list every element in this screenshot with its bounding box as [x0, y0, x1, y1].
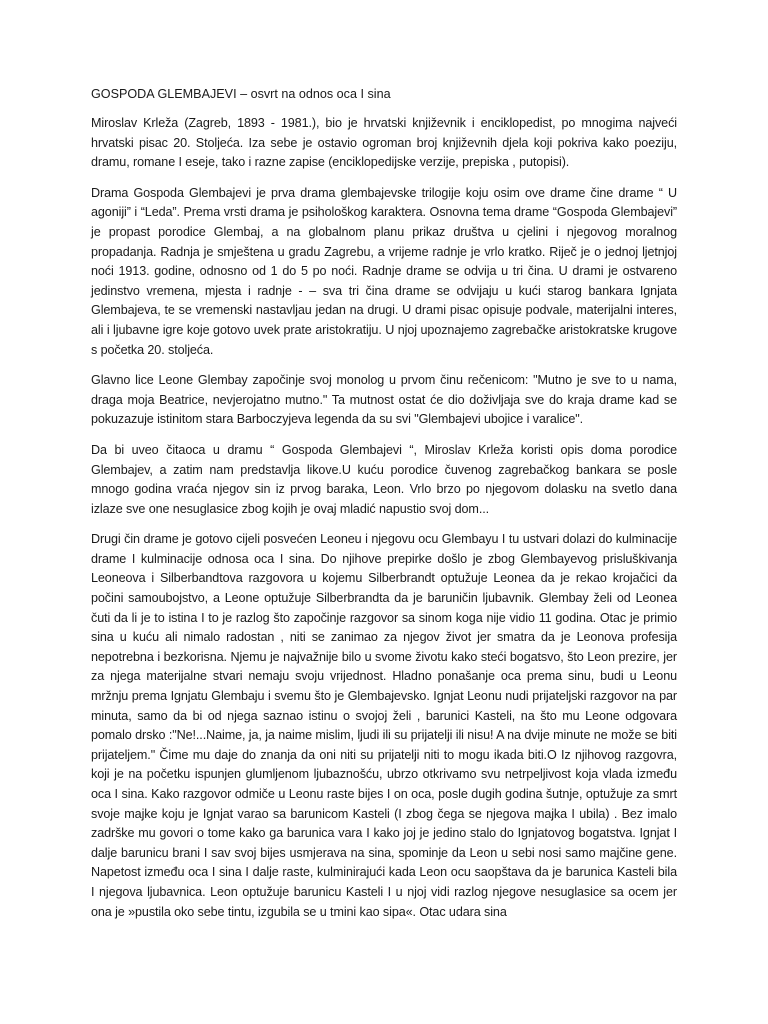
paragraph-second-act: Drugi čin drame je gotovo cijeli posvećen Leoneu i njegovu ocu Glembayu I tu ustvari dolazi do kulminacije drame I kulminacije odnosa oca I sina. Do njihove prepirke došlo je zbog Glembayevog prisluškivanja Leoneova i Silberbandtova razgovora u kojemu Silberbrandt optužuje Leonea da je rekao krojačici da počini samoubojstvo, a Leone optužuje Silberbrandta da je baruničin ljubavnik. Glembay želi od Leonea čuti da li je to istina I to je razlog što započinje razgovor sa sinom koga nije vidio 11 godina. Otac je primio sina u kuću ali nimalo radostan , niti se zanimao za njegov život jer smatra da je Leonova profesija nepotrebna i bezkorisna. Njemu je najvažnije bilo u svome životu kako steći bogatsvo, što Leon prezire, jer za njega materijalne stvari nemaju svoju vrijednost. Hladno ponašanje oca prema sinu, budi u Leonu mržnju prema Ignjatu Glembaju i svemu što je Glembajevsko. Ignjat Leonu nudi prijateljski razgovor na par minuta, samo da bi od njega saznao istinu o svojoj želi , barunici Kasteli, na što mu Leone odgovara pomalo drsko :"Ne!...Naime, ja, ja naime mislim, ljudi ili su prijatelji ili nisu! A na dvije minute ne može se biti prijateljem." Čime mu daje do znanja da oni niti su prijatelji niti to mogu ikada biti.O Iz njihovog razgovra, koji je na početku ispunjen glumljenom ljubaznošću, ubrzo otkrivamo svu netrpeljivost koja vlada između oca I sina. Kako razgovor odmiče u Leonu raste bijes I on oca, posle dugih godina šutnje, optužuje za smrt svoje majke koju je Ignjat varao sa barunicom Kasteli (I zbog čega se njegova majka I ubila) . Bez imalo zadrške mu govori o tome kako ga barunica vara I kako joj je jedino stalo do Ignjatovog bogatstva. Ignjat I dalje barunicu brani I sav svoj bijes usmjerava na sina, spominje da Leon u sebi nosi samo majčine gene. Napetost između oca I sina I dalje raste, kulminirajući kada Leon ocu saopštava da je barunica Kasteli bila I njegova ljubavnica. Leon optužuje barunicu Kasteli I u njoj vidi razlog njegove nesuglasice sa ocem jer ona je »pustila oko sebe tintu, izgubila se u tmini kao sipa«. Otac udara sina — [91, 532, 677, 919]
paragraph-introduction-to-drama: Da bi uveo čitaoca u dramu “ Gospoda Glembajevi “, Miroslav Krleža koristi opis doma porodice Glembajev, a zatim nam predstavlja likove.U kuću porodice čuvenog zagrebačkog bankara se posle mnogo godina vraća njegov sin iz prvog baraka, Leon. Vrlo brzo po njegovom dolasku na svetlo dana izlaze sve one nesuglasice zbog kojih je ovaj mladić napustio svoj dom... — [91, 442, 677, 516]
paragraph-drama-overview: Drama Gospoda Glembajevi je prva drama glembajevske trilogije koju osim ove drame čine drame “ U agoniji” i “Leda”. Prema vrsti drama je psihološkog karaktera. Osnovna tema drame “Gospoda Glembajevi” je propast porodice Glembaj, a na globalnom planu prikaz društva u cjelini i njegovog moralnog propadanja. Radnja je smještena u gradu Zagrebu, a vrijeme radnje je vrlo kratko. Riječ je o jednoj ljetnjoj noći 1913. godine, odnosno od 1 do 5 po noći. Radnje drame se odvija u tri čina. U drami je ostvareno jedinstvo vremena, mjesta i radnje - – sva tri čina drame se odvijaju u kući starog bankara Ignjata Glembajeva, te se vremenski nastavljau jedan na drugi. U drami pisac opisuje podvale, materijalni interes, ali i ljubavne igre koje gotovo uvek prate aristokratiju. U njoj upoznajemo zagrebačke aristokratske krugove s početka 20. stoljeća. — [91, 185, 677, 357]
document-page — [91, 85, 677, 933]
document-title: GOSPODA GLEMBAJEVI – osvrt na odnos oca I sina — [91, 87, 391, 101]
paragraph-main-character: Glavno lice Leone Glembay započinje svoj monolog u prvom činu rečenicom: "Mutno je sve to u nama, draga moja Beatrice, nevjerojatno mutno." Ta mutnost ostat će dio doživljaja sve do kraja drame kad se pokuzazuje istinitom stara Barboczyjeva legenda da su svi "Glembajevi ubojice i varalice". — [91, 373, 677, 427]
paragraph-intro: Miroslav Krleža (Zagreb, 1893 - 1981.), bio je hrvatski književnik i enciklopedist, po mnogima najveći hrvatski pisac 20. Stoljeća. Iza sebe je ostavio ogroman broj književnih djela koji pokriva kako poeziju, dramu, romane I eseje, tako i razne zapise (enciklopedijske verzije, prepiska , putopisi). — [91, 116, 677, 170]
